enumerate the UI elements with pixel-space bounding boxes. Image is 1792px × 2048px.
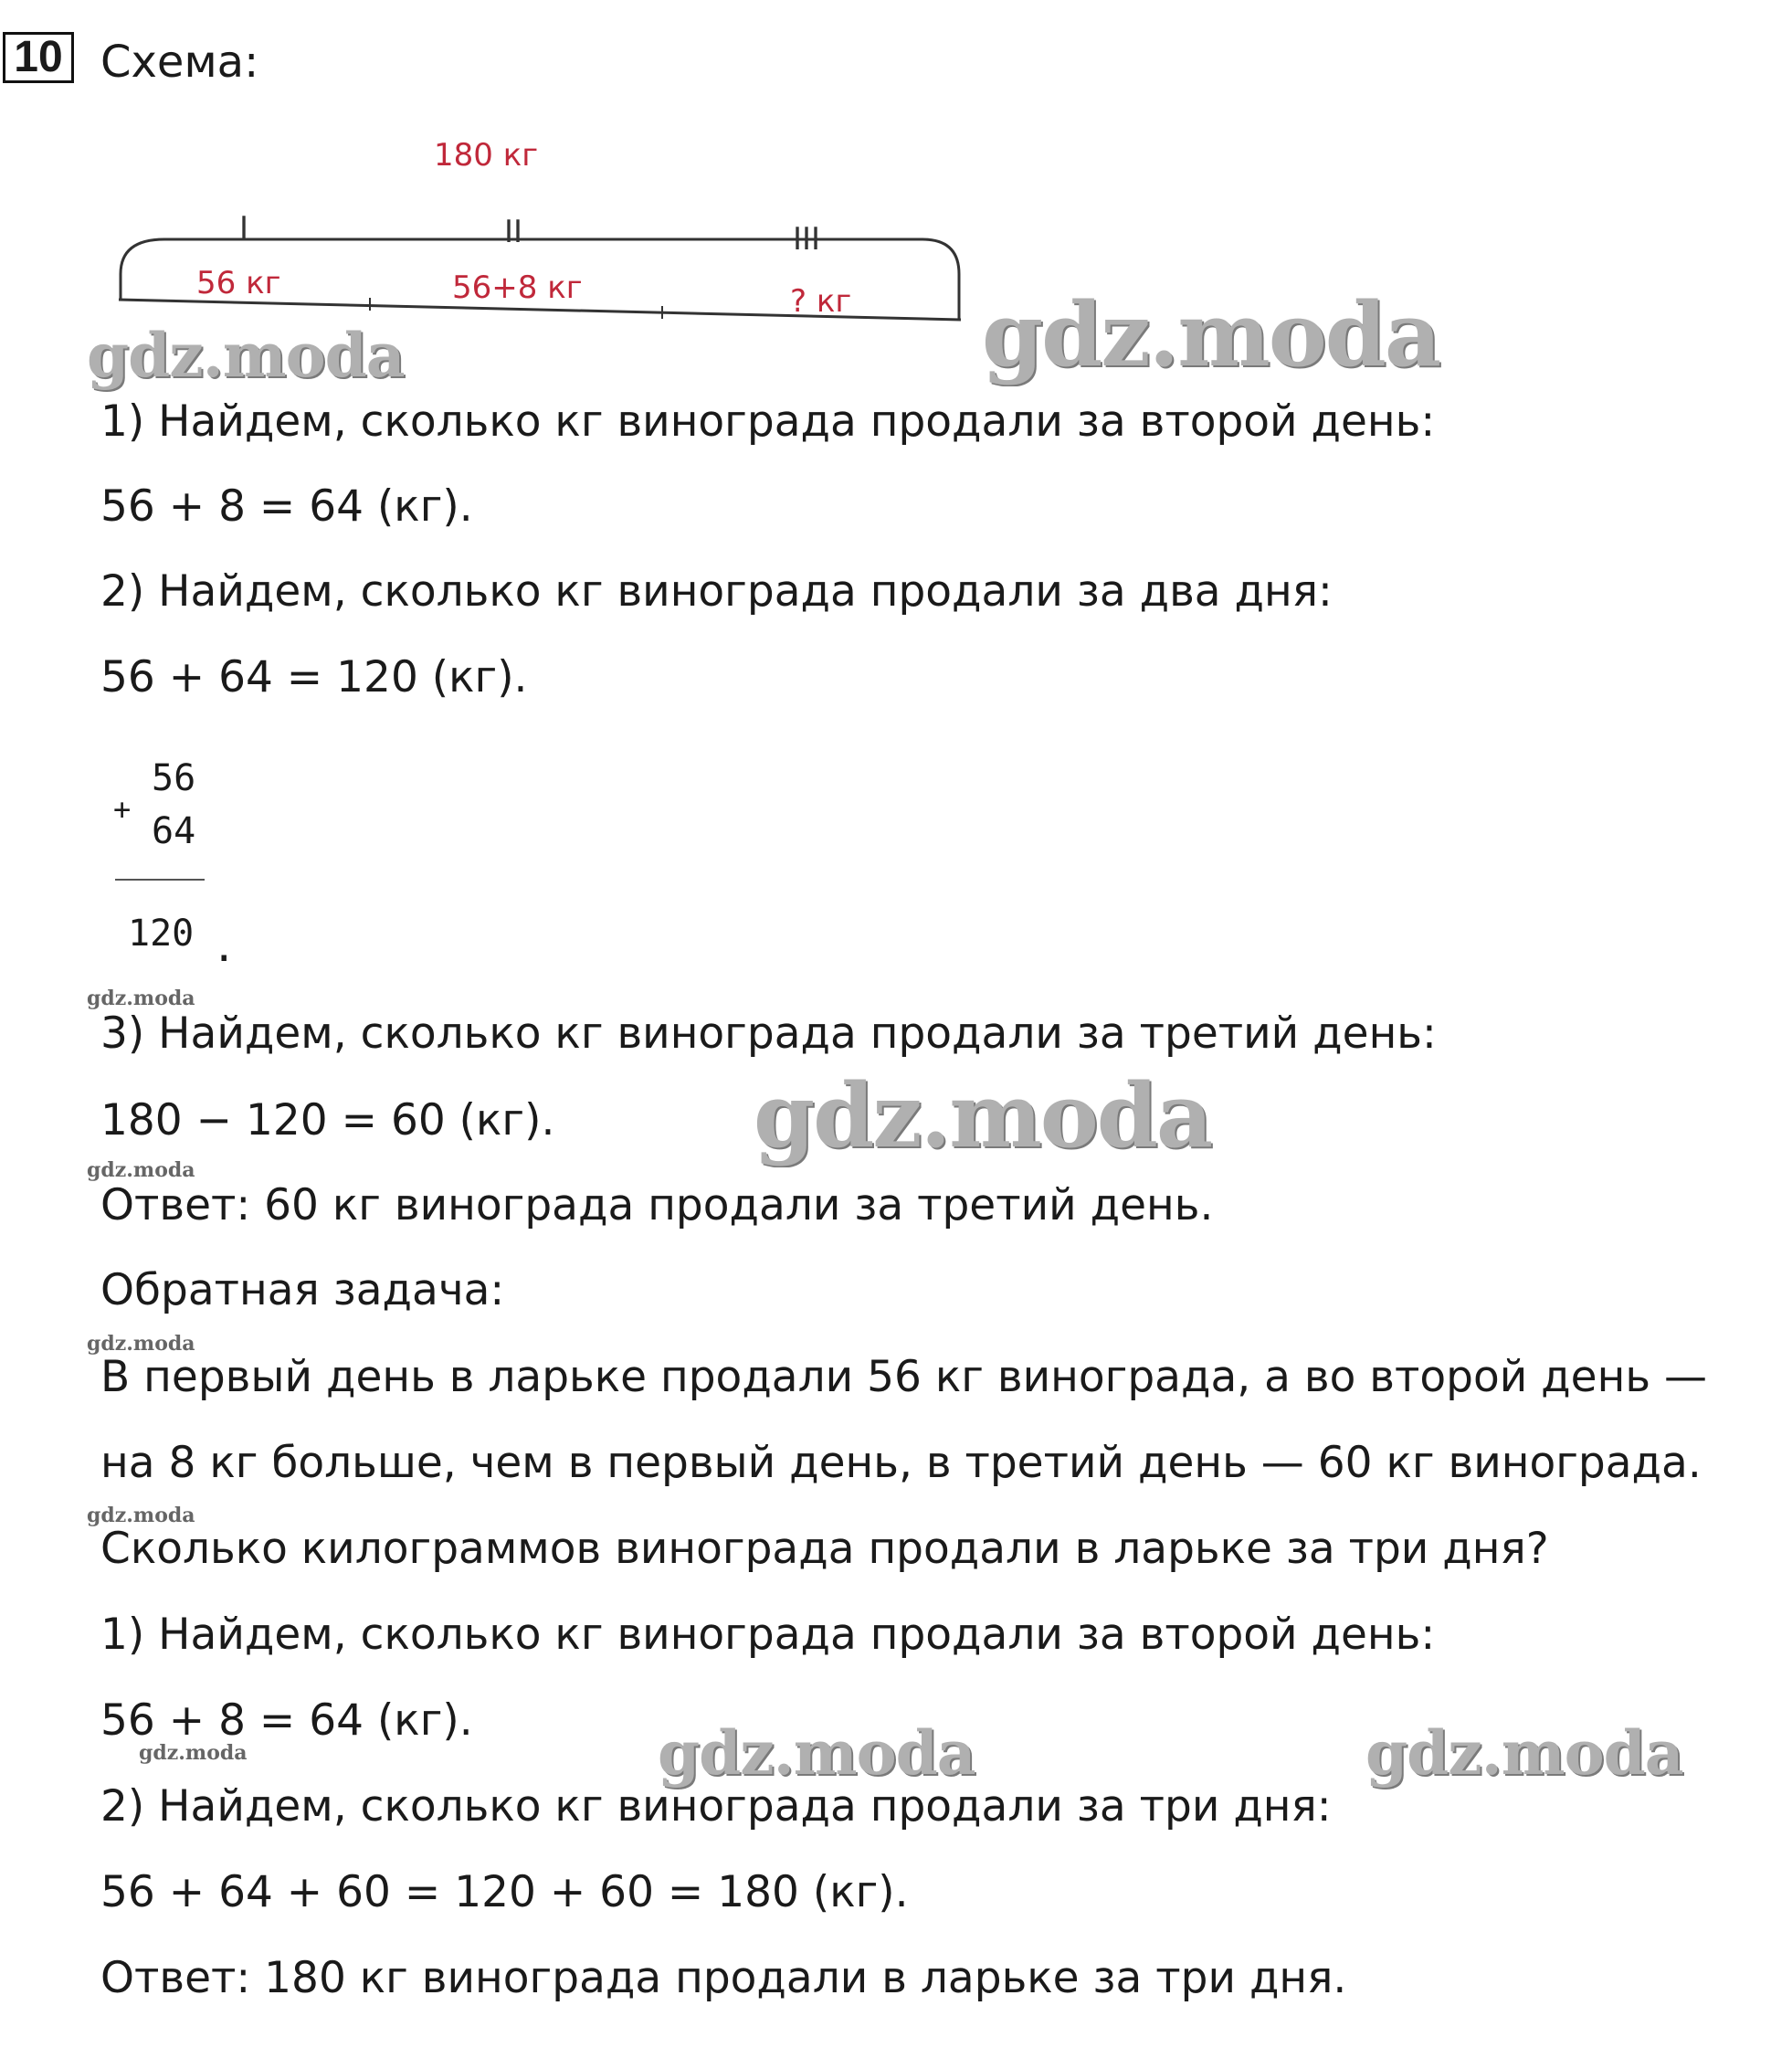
watermark: gdz.moda <box>754 1064 1212 1167</box>
column-addition <box>110 749 292 971</box>
inverse-title: Обратная задача: <box>100 1265 505 1315</box>
watermark: gdz.moda <box>139 1741 248 1765</box>
scheme-part-2-numeral: II <box>504 214 523 250</box>
column-sum-line <box>115 879 205 881</box>
scheme-part-3-numeral: III <box>793 221 821 258</box>
inverse-step2-text: 2) Найдем, сколько кг винограда продали за три дня: <box>100 1781 1332 1832</box>
column-plus-sign: + <box>113 792 132 827</box>
column-top-number: 56 <box>152 757 196 799</box>
solution-step1-calc: 56 + 8 = 64 (кг). <box>100 481 473 532</box>
column-dot: . <box>212 924 237 971</box>
scheme-title: Схема: <box>100 37 259 88</box>
solution-step2-text: 2) Найдем, сколько кг винограда продали за два дня: <box>100 566 1333 617</box>
solution-step3-text: 3) Найдем, сколько кг винограда продали за третий день: <box>100 1008 1437 1059</box>
inverse-step1-text: 1) Найдем, сколько кг винограда продали за второй день: <box>100 1610 1436 1660</box>
solution-step1-text: 1) Найдем, сколько кг винограда продали за второй день: <box>100 396 1436 447</box>
solution-step3-calc: 180 − 120 = 60 (кг). <box>100 1095 555 1145</box>
scheme-part-3-label: ? кг <box>790 283 852 320</box>
watermark: gdz.moda <box>982 283 1440 386</box>
solution-answer: Ответ: 60 кг винограда продали за третий день. <box>100 1180 1214 1230</box>
watermark: gdz.moda <box>87 1158 195 1182</box>
inverse-problem-line2: на 8 кг больше, чем в первый день, в третий день — 60 кг винограда. <box>100 1438 1702 1488</box>
watermark: gdz.moda <box>87 1332 195 1356</box>
watermark: gdz.moda <box>658 1717 975 1789</box>
scheme-diagram <box>110 137 977 338</box>
inverse-problem-line3: Сколько килограммов винограда продали в ларьке за три дня? <box>100 1524 1549 1574</box>
scheme-total-label: 180 кг <box>434 137 539 174</box>
task-number: 10 <box>3 32 74 83</box>
column-bottom-number: 64 <box>152 810 196 852</box>
scheme-part-2-label: 56+8 кг <box>452 269 583 306</box>
scheme-part-1-label: 56 кг <box>196 265 281 301</box>
scheme-part-1-numeral: I <box>239 210 249 247</box>
inverse-step2-calc: 56 + 64 + 60 = 120 + 60 = 180 (кг). <box>100 1867 909 1917</box>
watermark: gdz.moda <box>87 1504 195 1527</box>
watermark: gdz.moda <box>87 987 195 1010</box>
inverse-step1-calc: 56 + 8 = 64 (кг). <box>100 1695 473 1746</box>
watermark: gdz.moda <box>87 320 405 391</box>
column-result: 120 <box>128 913 195 955</box>
watermark: gdz.moda <box>1365 1717 1683 1789</box>
inverse-problem-line1: В первый день в ларьке продали 56 кг винограда, а во второй день — <box>100 1352 1707 1402</box>
solution-step2-calc: 56 + 64 = 120 (кг). <box>100 652 528 702</box>
inverse-answer: Ответ: 180 кг винограда продали в ларьке за три дня. <box>100 1953 1347 2003</box>
